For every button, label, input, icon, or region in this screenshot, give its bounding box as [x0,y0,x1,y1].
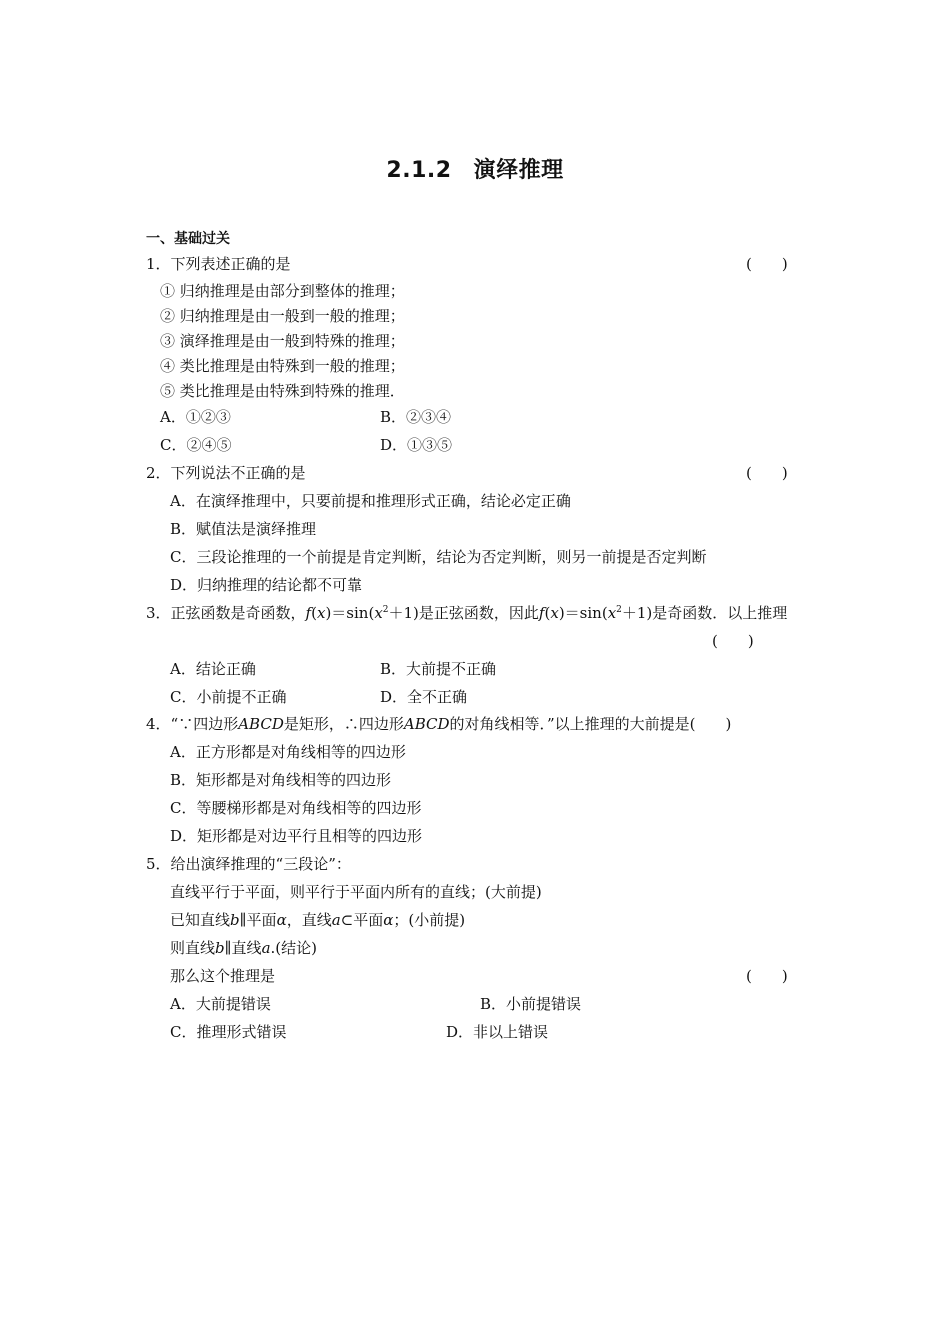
q1-option-a: A．①②③ [160,408,231,426]
q5-conclusion: 则直线b∥直线a.(结论) [170,939,317,957]
q2-option-a: A．在演绎推理中，只要前提和推理形式正确，结论必定正确 [170,492,571,510]
q1-item-4: ④ 类比推理是由特殊到一般的推理； [160,357,405,375]
q1-item-1: ① 归纳推理是由部分到整体的推理； [160,282,405,300]
q5-option-b: B．小前提错误 [480,995,582,1013]
q2-option-d: D．归纳推理的结论都不可靠 [170,576,363,594]
title-text: 演绎推理 [473,158,564,183]
q1-option-d: D．①③⑤ [380,436,453,454]
q5-answer-paren: ( ) [746,967,788,985]
q5-stem: 5．给出演绎推理的“三段论”： [146,855,351,873]
q5-option-a: A．大前提错误 [170,995,271,1013]
q3-option-b: B．大前提不正确 [380,660,497,678]
q4-option-c: C．等腰梯形都是对角线相等的四边形 [170,799,422,817]
q1-item-3: ③ 演绎推理是由一般到特殊的推理； [160,332,405,350]
q4-option-b: B．矩形都是对角线相等的四边形 [170,771,392,789]
q1-option-c: C．②④⑤ [160,436,232,454]
q3-option-d: D．全不正确 [380,688,468,706]
q4-option-d: D．矩形都是对边平行且相等的四边形 [170,827,423,845]
q3-stem: 3．正弦函数是奇函数，$f(x)=\sin(x^2+1)$是正弦函数，因此$f(x)=\sin(x^2+1)$是奇函数．以上推理 [146,604,788,622]
q1-answer-paren: ( ) [746,255,788,273]
q5-minor-premise: 已知直线b∥平面α，直线a⊂平面α；(小前提) [170,911,466,929]
q2-option-c: C．三段论推理的一个前提是肯定判断，结论为否定判断，则另一前提是否定判断 [170,548,707,566]
q5-option-c: C．推理形式错误 [170,1023,287,1041]
q5-major-premise: 直线平行于平面，则平行于平面内所有的直线；(大前提) [170,883,542,901]
section-heading: 一、基础过关 [146,231,230,247]
q4-stem: 4．“∵四边形ABCD是矩形，∴四边形ABCD的对角线相等．”以上推理的大前提是( ) [146,715,732,733]
q1-stem: 1．下列表述正确的是 [146,255,291,273]
q2-stem: 2．下列说法不正确的是 [146,464,306,482]
q1-option-b: B．②③④ [380,408,452,426]
title-number: 2.1.2 [386,158,452,183]
q1-item-2: ② 归纳推理是由一般到一般的推理； [160,307,405,325]
q3-option-c: C．小前提不正确 [170,688,287,706]
q5-question: 那么这个推理是 [170,967,276,985]
q4-option-a: A．正方形都是对角线相等的四边形 [170,743,406,761]
q3-option-a: A．结论正确 [170,660,256,678]
q2-option-b: B．赋值法是演绎推理 [170,520,317,538]
q3-answer-paren: ( ) [712,632,754,650]
q5-option-d: D．非以上错误 [446,1023,549,1041]
page-title [0,153,950,184]
q1-item-5: ⑤ 类比推理是由特殊到特殊的推理． [160,382,405,400]
q2-answer-paren: ( ) [746,464,788,482]
